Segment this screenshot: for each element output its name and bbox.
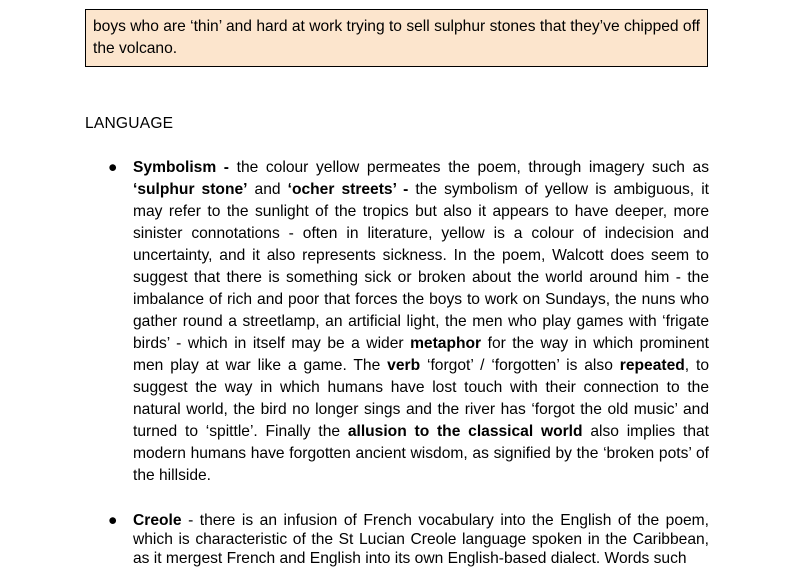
text-segment: , to suggest the way in which humans have lost touch with their connection to the natural world, the bird no longer sings and the river has ‘forgot the old music’ and turned to ‘spittle’. Finally the (133, 357, 710, 440)
list-item-symbolism (108, 157, 709, 487)
text-segment: also implies that modern humans have forgotten ancient wisdom, as signified by the ‘broken pots’ of the hillside. (133, 423, 709, 484)
context-text: boys who are ‘thin’ and hard at work trying to sell sulphur stones that they’ve chipped off the volcano. (93, 18, 700, 57)
term-metaphor: metaphor (410, 335, 482, 352)
bullet-dot-icon: ● (108, 512, 118, 529)
section-heading-language: LANGUAGE (85, 115, 174, 132)
quote-ocher-streets: ‘ocher streets’ - (287, 181, 409, 198)
text-segment: for the way in which prominent men play at war like a game. The (133, 335, 709, 374)
bullet-dot-icon: ● (108, 159, 118, 176)
text-segment: the symbolism of yellow is ambiguous, it may refer to the sunlight of the tropics but also it appears to have deeper, more sinister connotations - often in literature, yellow is a colour of indecision and uncertainty, and it also represents sickness. In the poem, Walcott does seem to suggest that there is something sick or broken about the world around him - the imbalance of rich and poor that forces the boys to work on Sundays, the nuns who gather round a streetlamp, an artificial light, the men who play games with ‘frigate birds’ - which in itself may be a wider (133, 181, 709, 352)
term-allusion: allusion to the classical world (347, 423, 583, 440)
term-repeated: repeated (619, 357, 685, 374)
language-bullet-list (108, 157, 709, 568)
text-segment: - there is an infusion of French vocabulary into the English of the poem, which is characteristic of the St Lucian Creole language spoken in the Caribbean, as it mergest French and English into its own English-based dialect. Words such (133, 512, 709, 567)
context-highlight-box (85, 9, 708, 67)
term-symbolism: Symbolism - (133, 159, 229, 176)
text-segment: and (247, 181, 288, 198)
term-verb: verb (387, 357, 421, 374)
term-creole: Creole (133, 512, 182, 529)
quote-sulphur-stone: ‘sulphur stone’ (133, 181, 248, 198)
list-item-creole (108, 509, 709, 568)
text-segment: the colour yellow permeates the poem, through imagery such as (229, 159, 709, 176)
text-segment: ‘forgot’ / ‘forgotten’ is also (420, 357, 620, 374)
